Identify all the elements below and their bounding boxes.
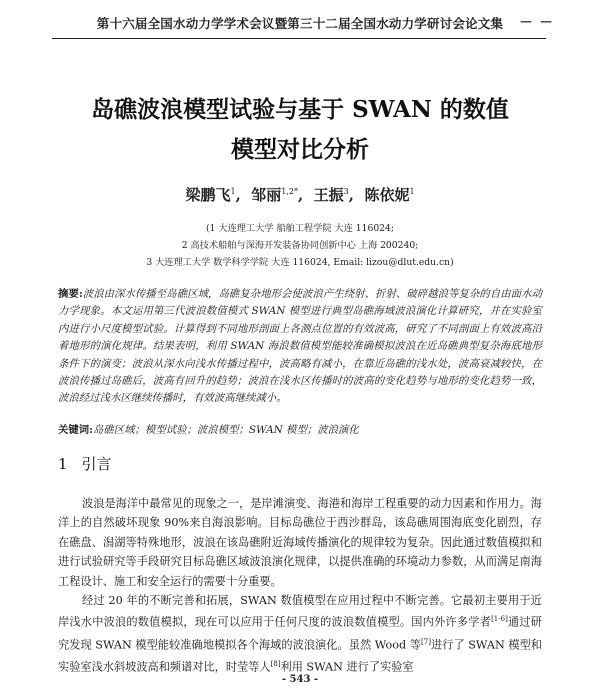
citation: [1-6] xyxy=(491,615,508,624)
keywords-label: 关键词: xyxy=(58,424,94,436)
citation: [7] xyxy=(421,637,431,646)
abstract-text: 波浪由深水传播至岛礁区域，岛礁复杂地形会使波浪产生绕射、折射、破碎越浪等复杂的自由面水动力学现象。本文运用第三代波浪数值模式 SWAN 模型进行典型岛礁海域波浪演化计算研究，并在实验室内进行小尺度模型试验。计算得到不同地形剖面上各测点位置的有效波高，研究了不同剖面上有效波高沿着地形的演化规律。结果表明，利用 SWAN 海浪数值模型能较准确模拟波浪在近岛礁典型复杂海底地形条件下的演变；波浪从深水向浅水传播过程中，波高略有减小，在靠近岛礁的浅水处，波高衰减较快，在波浪传播过岛礁后，波高有回升的趋势；波浪在浅水区传播时的波高的变化趋势与地形的变化趋势一致，波浪经过浅水区继续传播时，有效波高继续减小。 xyxy=(58,288,542,405)
author-name: 邹丽 xyxy=(251,186,282,204)
header-dashes: — — xyxy=(520,14,555,28)
title-line-1: 岛礁波浪模型试验与基于 SWAN 的数值 xyxy=(91,96,509,123)
body-text xyxy=(58,494,542,677)
header-divider xyxy=(52,38,546,39)
paragraph: 波浪是海洋中最常见的现象之一，是岸滩演变、海港和海岸工程重要的动力因素和作用力。海洋上的自然破坏现象 90%来自海浪影响。目标岛礁位于西沙群岛，该岛礁周围海底变化剧烈，存在礁盘、潟湖等特殊地形，波浪在该岛礁附近海域传播演化的规律较为复杂。因此通过数值模拟和进行试验研究等手段研究目标岛礁区域波浪演化规律，以提供准确的环境动力参数，从而满足南海工程设计、施工和安全运行的需要十分重要。 xyxy=(58,497,542,588)
affiliation-line: 3 大连理工大学 数学科学学院 大连 116024, Email: lizou@dlut.edu.cn) xyxy=(146,257,454,268)
affiliation-line: 2 高技术船舶与深海开发装备协同创新中心 上海 200240; xyxy=(181,240,419,251)
page-number: - 543 - xyxy=(281,674,319,685)
paper-title xyxy=(40,90,560,170)
author-affil-mark: 3 xyxy=(343,187,349,196)
author-name: 王振 xyxy=(313,186,344,204)
author-affil-mark: 1 xyxy=(230,187,236,196)
title-line-2: 模型对比分析 xyxy=(231,136,369,163)
author-name: 陈依妮 xyxy=(364,186,410,204)
section-heading xyxy=(58,453,112,474)
running-header: 第十六届全国水动力学学术会议暨第三十二届全国水动力学研讨会论文集 xyxy=(96,16,504,31)
author-list: 梁鹏飞$^1$, 邹丽$^{1,2*}$, 王振$^3$, 陈依妮$^1$ xyxy=(185,186,415,204)
text-run: 进行了 SWAN 模型和实验室浅水斜坡波高和频谱对比，时莹等人 xyxy=(58,638,542,674)
citation: [8] xyxy=(270,659,281,668)
affiliation-line: (1 大连理工大学 船舶工程学院 大连 116024; xyxy=(206,223,394,234)
text-run: 利用 SWAN 进行了实验室 xyxy=(280,660,414,674)
section-title: 引言 xyxy=(81,455,112,473)
section-number: 1 xyxy=(58,455,68,473)
author-name: 梁鹏飞 xyxy=(185,186,231,204)
abstract xyxy=(58,286,542,408)
keywords xyxy=(58,422,542,439)
author-affil-mark: 1,2* xyxy=(281,187,298,196)
author-affil-mark: 1 xyxy=(409,187,415,196)
keywords-text: 岛礁区域；模型试验；波浪模型；SWAN 模型；波浪演化 xyxy=(93,424,359,436)
text-run: 经过 20 年的不断完善和拓展，SWAN 数值模型在应用过程中不断完善。它最初主要用于近岸浅水中波浪的数值模拟，现在可以应用于任何尺度的波浪数值模型。国内外许多学者 xyxy=(58,594,542,630)
abstract-label: 摘要: xyxy=(58,288,83,300)
paragraph xyxy=(58,591,542,677)
text-run: 通过研究发现 SWAN 模型能较准确地模拟各个海域的波浪演化。虽然 Wood 等 xyxy=(58,616,542,652)
